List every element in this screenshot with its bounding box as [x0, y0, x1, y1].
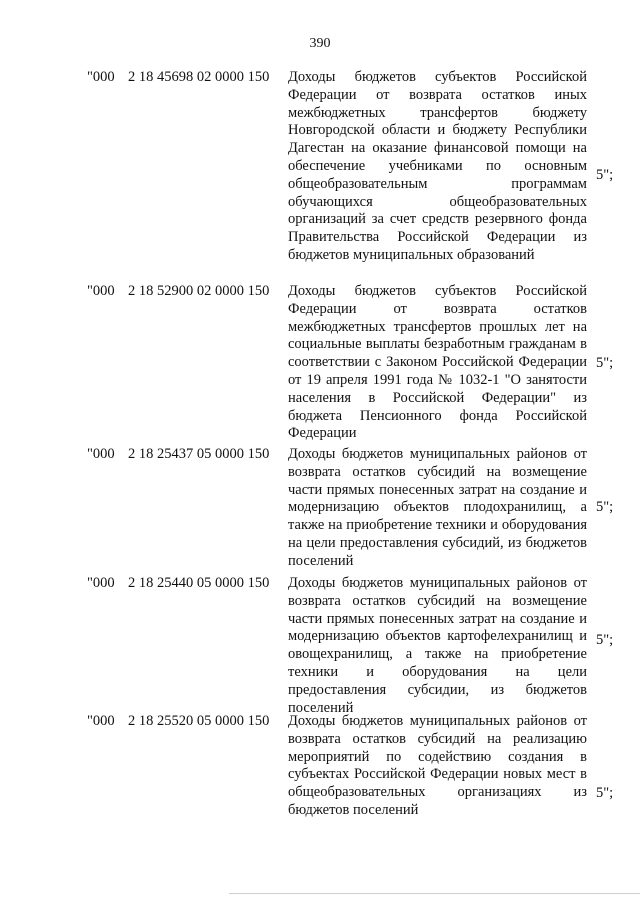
- page-number: 390: [309, 36, 331, 51]
- entry-rate: 5";: [596, 632, 614, 648]
- entry-rate: 5";: [596, 785, 614, 801]
- entry-description: Доходы бюджетов муниципальных районов от возврата остатков субсидий на реализацию мероприятий по содействию создания в субъектах Российской Федерации новых мест в общеобразовательных организациях из бюджетов поселений: [288, 713, 587, 818]
- entry-description: Доходы бюджетов субъектов Российской Федерации от возврата остатков межбюджетных трансфертов прошлых лет на социальные выплаты безработным гражданам в соответствии с Законом Российской Федерации от 19 апреля 1991 года № 1032-1 "О занятости населения в Российской Федерации" из бюджета Пенсионного фонда Российской Федерации: [288, 283, 587, 442]
- budget-classification-code: 2 18 25520 05 0000 150: [128, 713, 270, 729]
- entry-description: Доходы бюджетов субъектов Российской Федерации от возврата остатков иных межбюджетных трансфертов бюджету Новгородской области и бюджету Республики Дагестан на оказание финансовой помощи на обеспечение учебниками по основным общеобразовательным программам обучающихся общеобразовательных организаций за счет средств резервного фонда Правительства Российской Федерации из бюджетов муниципальных образований: [288, 69, 587, 263]
- entry-prefix: "000: [87, 575, 115, 591]
- budget-classification-code: 2 18 52900 02 0000 150: [128, 283, 270, 299]
- entry-description: Доходы бюджетов муниципальных районов от возврата остатков субсидий на возмещение части прямых понесенных затрат на создание и модернизацию объектов плодохранилищ, а также на приобретение техники и оборудования на цели предоставления субсидий, из бюджетов поселений: [288, 446, 587, 569]
- entry-description: Доходы бюджетов муниципальных районов от возврата остатков субсидий на возмещение части прямых понесенных затрат на создание и модернизацию объектов картофелехранилищ и овощехранилищ, а также на приобретение техники и оборудования на цели предоставления субсидии, из бюджетов поселений: [288, 575, 587, 716]
- entry-rate: 5";: [596, 355, 614, 371]
- entry-rate: 5";: [596, 499, 614, 515]
- entry-rate: 5";: [596, 167, 614, 183]
- entry-prefix: "000: [87, 446, 115, 462]
- budget-classification-code: 2 18 25437 05 0000 150: [128, 446, 270, 462]
- budget-classification-code: 2 18 25440 05 0000 150: [128, 575, 270, 591]
- scan-edge-line: [229, 893, 640, 894]
- budget-classification-code: 2 18 45698 02 0000 150: [128, 69, 270, 85]
- entry-prefix: "000: [87, 283, 115, 299]
- entry-prefix: "000: [87, 69, 115, 85]
- entry-prefix: "000: [87, 713, 115, 729]
